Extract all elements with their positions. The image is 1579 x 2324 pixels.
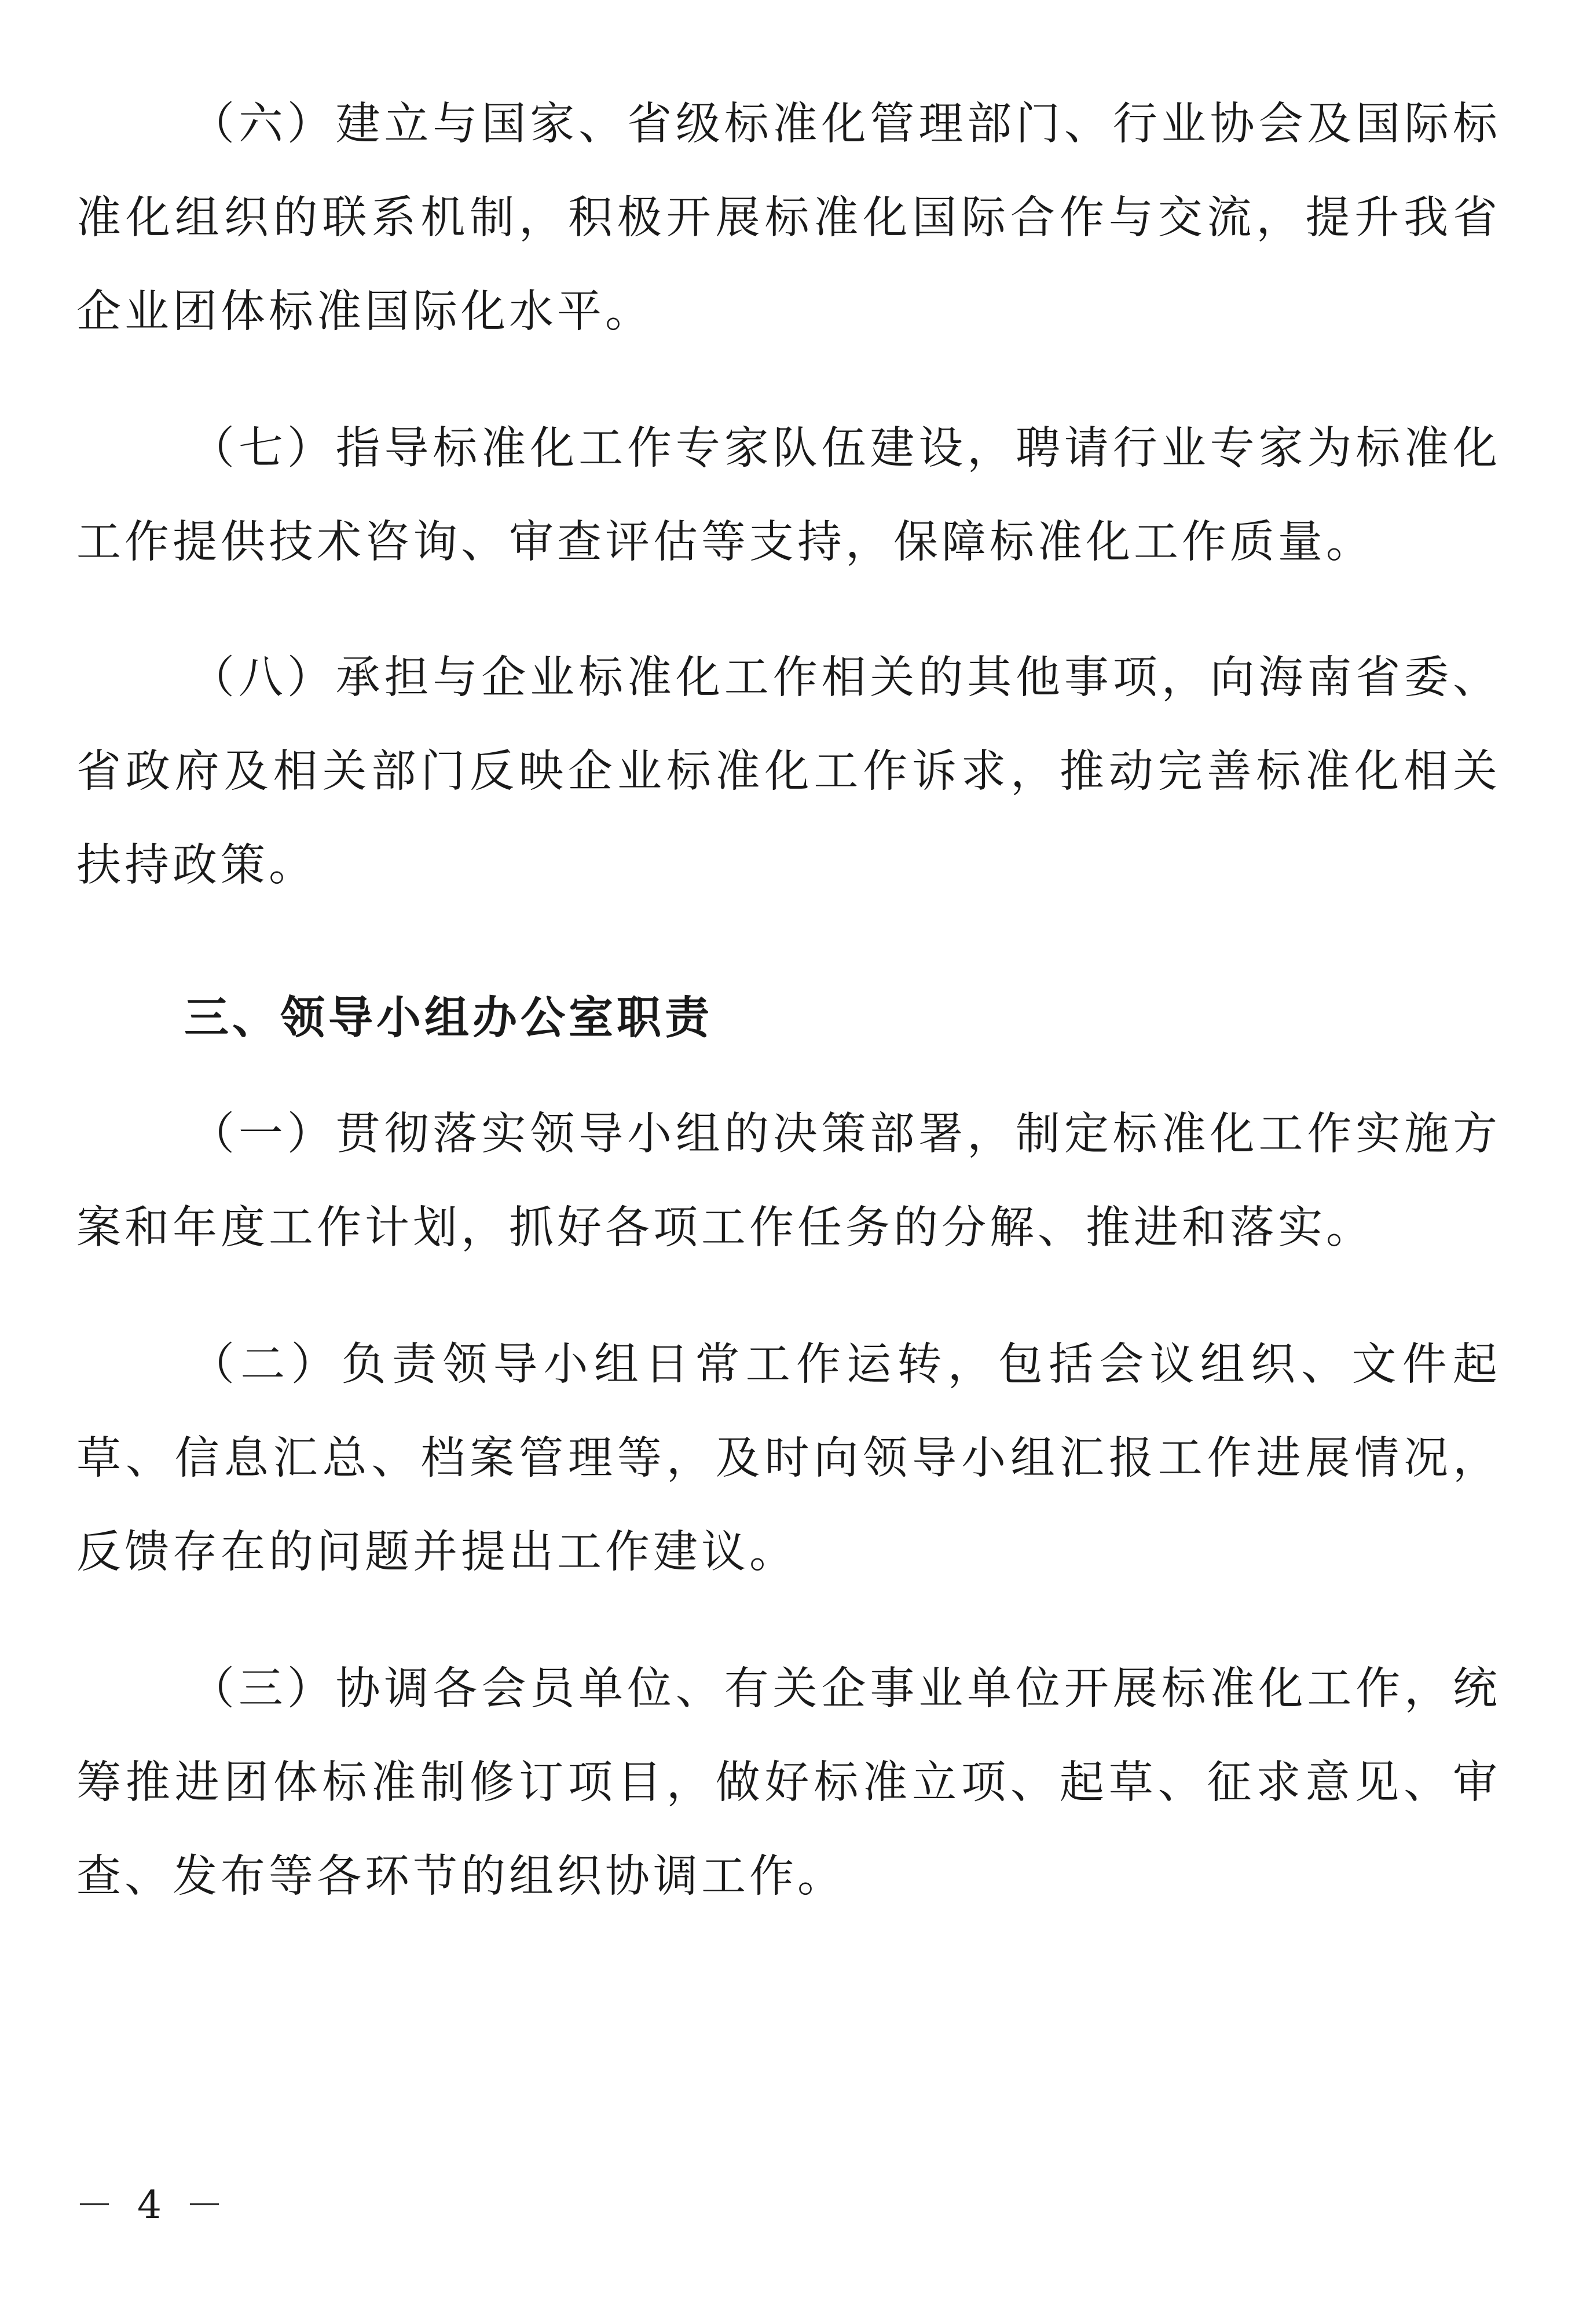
- paragraph-item-8: （八）承担与企业标准化工作相关的其他事项，向海南省委、省政府及相关部门反映企业标准化工作诉求，推动完善标准化相关扶持政策。: [76, 652, 1501, 891]
- paragraph-office-duty-2: （二）负责领导小组日常工作运转，包括会议组织、文件起草、信息汇总、档案管理等，及时向领导小组汇报工作进展情况，反馈存在的问题并提出工作建议。: [76, 1339, 1501, 1578]
- paragraph-item-7: （七）指导标准化工作专家队伍建设，聘请行业专家为标准化工作提供技术咨询、审查评估等支持，保障标准化工作质量。: [76, 423, 1501, 568]
- page-number: － 4 －: [75, 2183, 229, 2227]
- paragraph-office-duty-3: （三）协调各会员单位、有关企事业单位开展标准化工作，统筹推进团体标准制修订项目，做好标准立项、起草、征求意见、审查、发布等各环节的组织协调工作。: [76, 1663, 1501, 1902]
- paragraph-office-duty-1: （一）贯彻落实领导小组的决策部署，制定标准化工作实施方案和年度工作计划，抓好各项工作任务的分解、推进和落实。: [76, 1108, 1501, 1254]
- paragraph-item-6: （六）建立与国家、省级标准化管理部门、行业协会及国际标准化组织的联系机制，积极开展标准化国际合作与交流，提升我省企业团体标准国际化水平。: [76, 98, 1501, 338]
- section-heading: 三、领导小组办公室职责: [184, 993, 713, 1044]
